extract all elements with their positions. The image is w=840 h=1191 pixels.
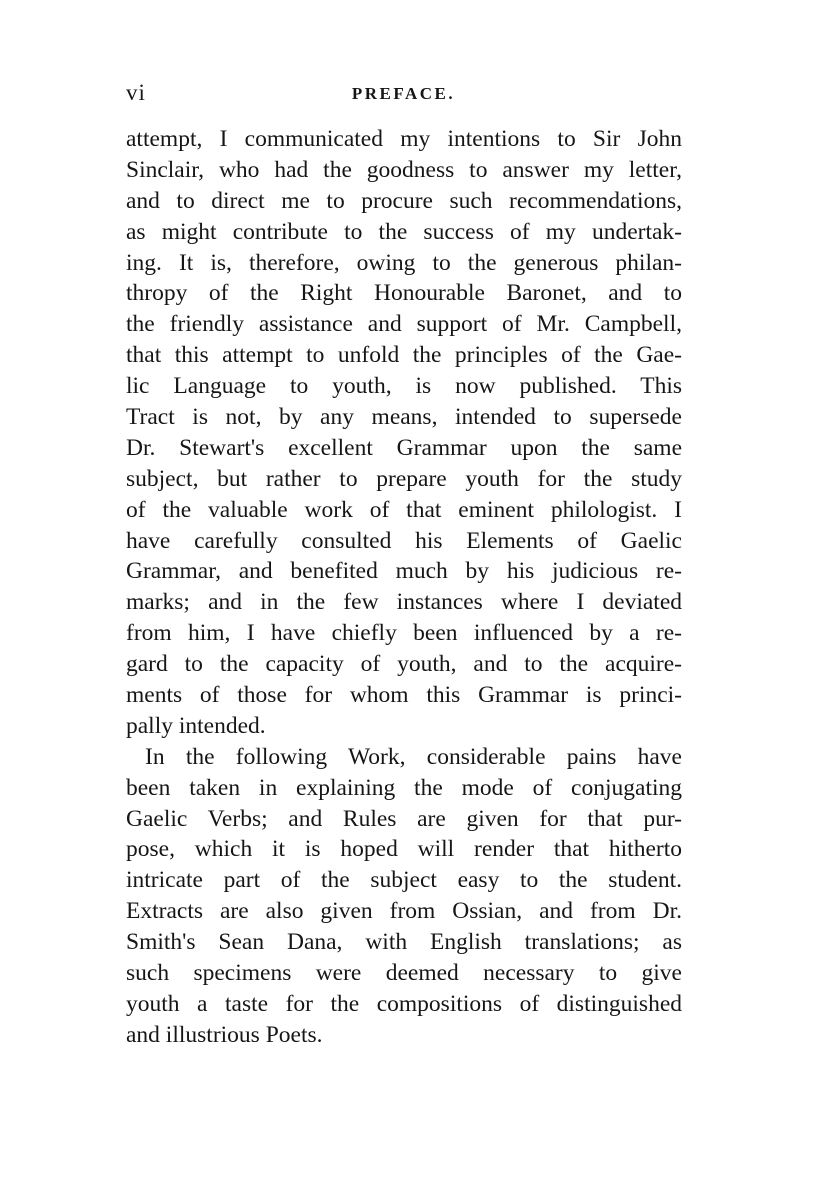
text-line: and illustrious Poets. xyxy=(126,1021,323,1048)
text-line: the friendly assistance and support of Mr. Campbell, xyxy=(126,311,682,338)
text-line: pally intended. xyxy=(126,712,266,739)
text-line: marks; and in the few instances where I deviated xyxy=(126,589,682,616)
running-head-title: PREFACE. xyxy=(351,84,456,103)
text-line: Tract is not, by any means, intended to supersede xyxy=(126,404,682,431)
preface-text xyxy=(126,124,682,1051)
text-line: of the valuable work of that eminent philologist. I xyxy=(126,496,682,523)
text-line: been taken in explaining the mode of conjugating xyxy=(126,774,682,801)
text-line: have carefully consulted his Elements of Gaelic xyxy=(126,527,682,554)
text-line: ing. It is, therefore, owing to the generous philan- xyxy=(126,249,682,276)
text-line: ments of those for whom this Grammar is princi- xyxy=(126,682,682,709)
text-line: pose, which it is hoped will render that hitherto xyxy=(126,836,682,863)
text-line: such specimens were deemed necessary to give xyxy=(126,960,682,987)
text-line: attempt, I communicated my intentions to Sir John xyxy=(126,126,682,152)
text-line: Grammar, and benefited much by his judicious re- xyxy=(126,558,682,585)
text-line: that this attempt to unfold the principles of the Gae- xyxy=(126,342,682,369)
text-line: youth a taste for the compositions of distinguished xyxy=(126,990,682,1017)
text-line: Smith's Sean Dana, with English translations; as xyxy=(126,929,682,956)
text-line: gard to the capacity of youth, and to the acquire- xyxy=(126,651,682,678)
text-line: intricate part of the subject easy to the student. xyxy=(126,867,682,894)
text-line: lic Language to youth, is now published. This xyxy=(126,373,682,400)
text-line: subject, but rather to prepare youth for the study xyxy=(126,465,682,492)
text-line: In the following Work, considerable pains have xyxy=(145,743,682,770)
text-line: Gaelic Verbs; and Rules are given for that pur- xyxy=(126,805,682,832)
text-line: from him, I have chiefly been influenced by a re- xyxy=(126,620,682,647)
running-head xyxy=(126,80,681,114)
text-line: and to direct me to procure such recommendations, xyxy=(126,187,682,214)
page-number: vi xyxy=(126,80,146,105)
text-line: Dr. Stewart's excellent Grammar upon the same xyxy=(126,434,682,461)
text-line: Sinclair, who had the goodness to answer my letter, xyxy=(126,156,682,183)
text-line: thropy of the Right Honourable Baronet, and to xyxy=(126,280,682,307)
text-line: as might contribute to the success of my undertak- xyxy=(126,218,682,245)
text-line: Extracts are also given from Ossian, and from Dr. xyxy=(126,898,682,925)
